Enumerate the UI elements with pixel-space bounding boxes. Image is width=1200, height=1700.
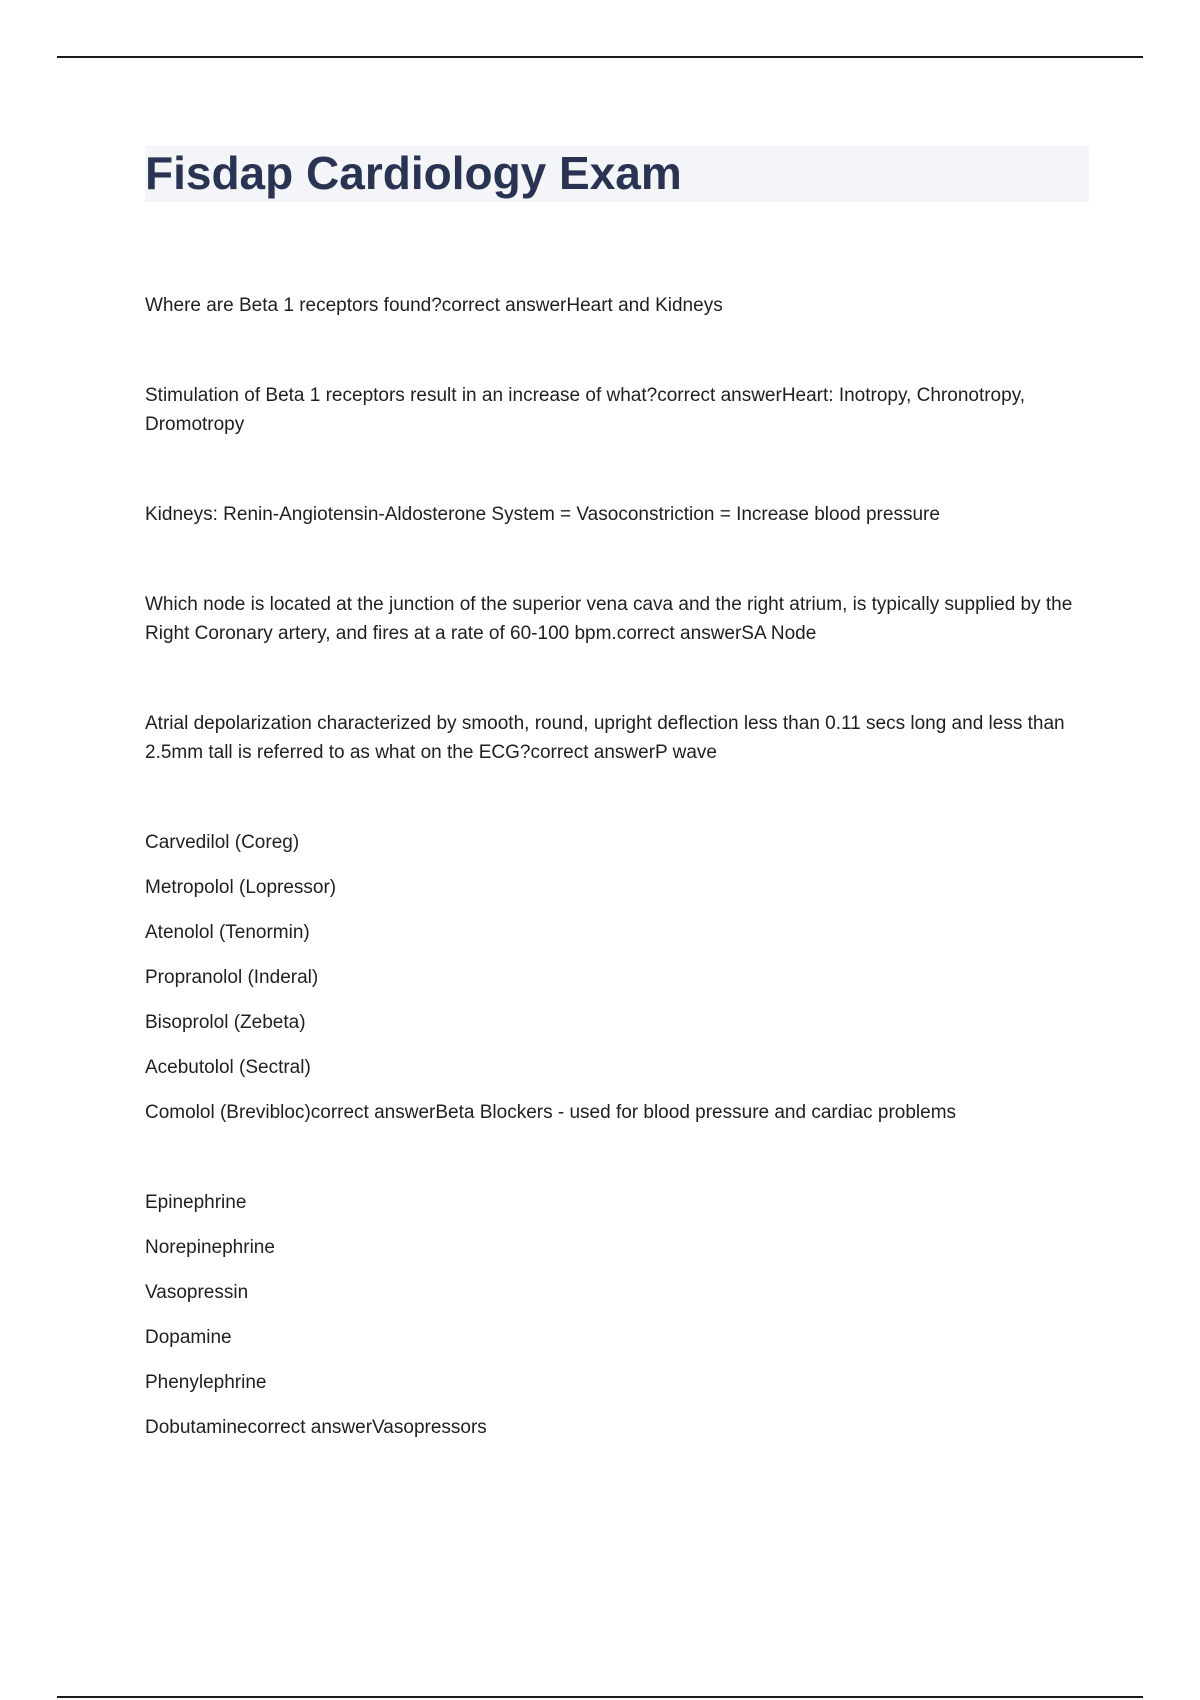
vasopressor-list xyxy=(145,1188,1090,1442)
list-item: Carvedilol (Coreg) xyxy=(145,832,300,853)
qa-entry-kidneys-raas: Kidneys: Renin-Angiotensin-Aldosterone System = Vasoconstriction = Increase blood pressure xyxy=(145,504,940,525)
qa-entry-p-wave: Atrial depolarization characterized by smooth, round, upright deflection less than 0.11 secs long and less than 2.5mm tall is referred to as what on the ECG?correct answerP wave xyxy=(145,713,1065,763)
document-title: Fisdap Cardiology Exam xyxy=(145,147,682,199)
list-item: Atenolol (Tenormin) xyxy=(145,922,310,943)
list-item: Comolol (Brevibloc)correct answerBeta Blockers - used for blood pressure and cardiac problems xyxy=(145,1102,957,1123)
top-rule xyxy=(57,56,1143,58)
list-item: Acebutolol (Sectral) xyxy=(145,1057,311,1078)
bottom-rule xyxy=(57,1696,1143,1698)
list-item: Propranolol (Inderal) xyxy=(145,967,319,988)
list-item: Metropolol (Lopressor) xyxy=(145,877,337,898)
list-item: Dopamine xyxy=(145,1327,232,1348)
list-item: Dobutaminecorrect answerVasopressors xyxy=(145,1417,487,1438)
list-item: Epinephrine xyxy=(145,1192,247,1213)
qa-entry-beta1-stimulation: Stimulation of Beta 1 receptors result in an increase of what?correct answerHeart: Inotropy, Chronotropy, Dromotropy xyxy=(145,385,1026,435)
list-item: Norepinephrine xyxy=(145,1237,275,1258)
beta-blocker-list xyxy=(145,828,1090,1127)
document-body xyxy=(145,291,1090,1503)
qa-entry-beta1-location: Where are Beta 1 receptors found?correct answerHeart and Kidneys xyxy=(145,295,723,316)
qa-entry-sa-node: Which node is located at the junction of the superior vena cava and the right atrium, is typically supplied by the Right Coronary artery, and fires at a rate of 60-100 bpm.correct answerSA Node xyxy=(145,594,1073,644)
list-item: Vasopressin xyxy=(145,1282,249,1303)
list-item: Bisoprolol (Zebeta) xyxy=(145,1012,306,1033)
list-item: Phenylephrine xyxy=(145,1372,267,1393)
